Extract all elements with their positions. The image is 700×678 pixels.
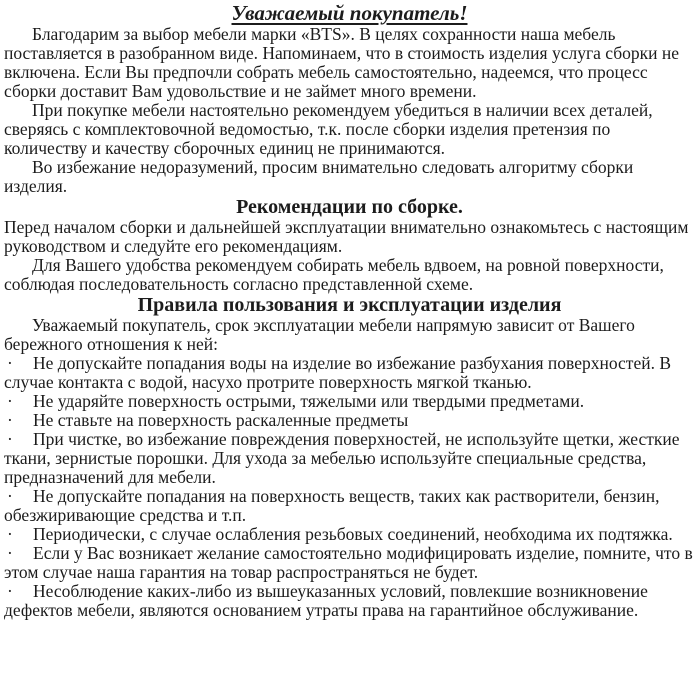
list-item-text: Не допускайте попадания на поверхность веществ, таких как растворители, бензин, обезжиривающие средства и т.п. [4, 486, 660, 525]
list-item [4, 430, 695, 487]
list-item-text: Не допускайте попадания воды на изделие во избежание разбухания поверхностей. В случае контакта с водой, насухо протрите поверхность мягкой тканью. [4, 353, 671, 392]
usage-lead-paragraph: Уважаемый покупатель, срок эксплуатации мебели напрямую зависит от Вашего бережного отношения к ней: [4, 315, 635, 354]
list-item [4, 582, 695, 620]
section-heading-usage: Правила пользования и эксплуатации изделия [137, 294, 562, 316]
bullet-icon: · [7, 353, 13, 373]
list-item [4, 411, 695, 430]
bullet-icon: · [7, 429, 13, 449]
list-item-text: Несоблюдение каких-либо из вышеуказанных условий, повлекшие возникновение дефектов мебели, являются основанием утраты права на гарантийное обслуживание. [4, 581, 648, 620]
assembly-paragraph-2: Для Вашего удобства рекомендуем собирать мебель вдвоем, на ровной поверхности, соблюдая последовательность согласно представленной схеме. [4, 255, 664, 294]
usage-rules-list [4, 354, 695, 620]
intro-paragraph-3: Во избежание недоразумений, просим внимательно следовать алгоритму сборки изделия. [4, 157, 634, 196]
list-item [4, 525, 695, 544]
list-item-text: Если у Вас возникает желание самостоятельно модифицировать изделие, помните, что в этом случае наша гарантия на товар распространяться не будет. [4, 543, 693, 582]
page-title [4, 2, 695, 25]
list-item [4, 392, 695, 411]
intro-paragraph-1: Благодарим за выбор мебели марки «BTS». В целях сохранности наша мебель поставляется в разобранном виде. Напоминаем, что в стоимость изделия услуга сборки не включена. Если Вы предпочли собрать мебель самостоятельно, надеемся, что процесс сборки доставит Вам удовольствие и не займет много времени. [4, 24, 680, 101]
list-item-text: Не ударяйте поверхность острыми, тяжелыми или твердыми предметами. [33, 391, 585, 411]
list-item-text: Не ставьте на поверхность раскаленные предметы [33, 410, 409, 430]
bullet-icon: · [7, 391, 13, 411]
list-item [4, 544, 695, 582]
bullet-icon: · [7, 581, 13, 601]
section-heading-assembly: Рекомендации по сборке. [236, 196, 463, 218]
assembly-paragraph-1: Перед началом сборки и дальнейшей эксплуатации внимательно ознакомьтесь с настоящим руководством и следуйте его рекомендациям. [4, 217, 689, 256]
bullet-icon: · [7, 543, 13, 563]
page-title-text: Уважаемый покупатель! [231, 1, 468, 25]
intro-paragraph-2: При покупке мебели настоятельно рекомендуем убедиться в наличии всех деталей, сверяясь с комплектовочной ведомостью, т.к. после сборки изделия претензия по количеству и качеству сборочных единиц не принимаются. [4, 100, 653, 158]
list-item-text: Периодически, с случае ослабления резьбовых соединений, необходима их подтяжка. [33, 524, 673, 544]
bullet-icon: · [7, 486, 13, 506]
bullet-icon: · [7, 524, 13, 544]
list-item-text: При чистке, во избежание повреждения поверхностей, не используйте щетки, жесткие ткани, зернистые порошки. Для ухода за мебелью используйте специальные средства, предназначений для мебели. [4, 429, 680, 487]
bullet-icon: · [7, 410, 13, 430]
list-item [4, 487, 695, 525]
list-item [4, 354, 695, 392]
